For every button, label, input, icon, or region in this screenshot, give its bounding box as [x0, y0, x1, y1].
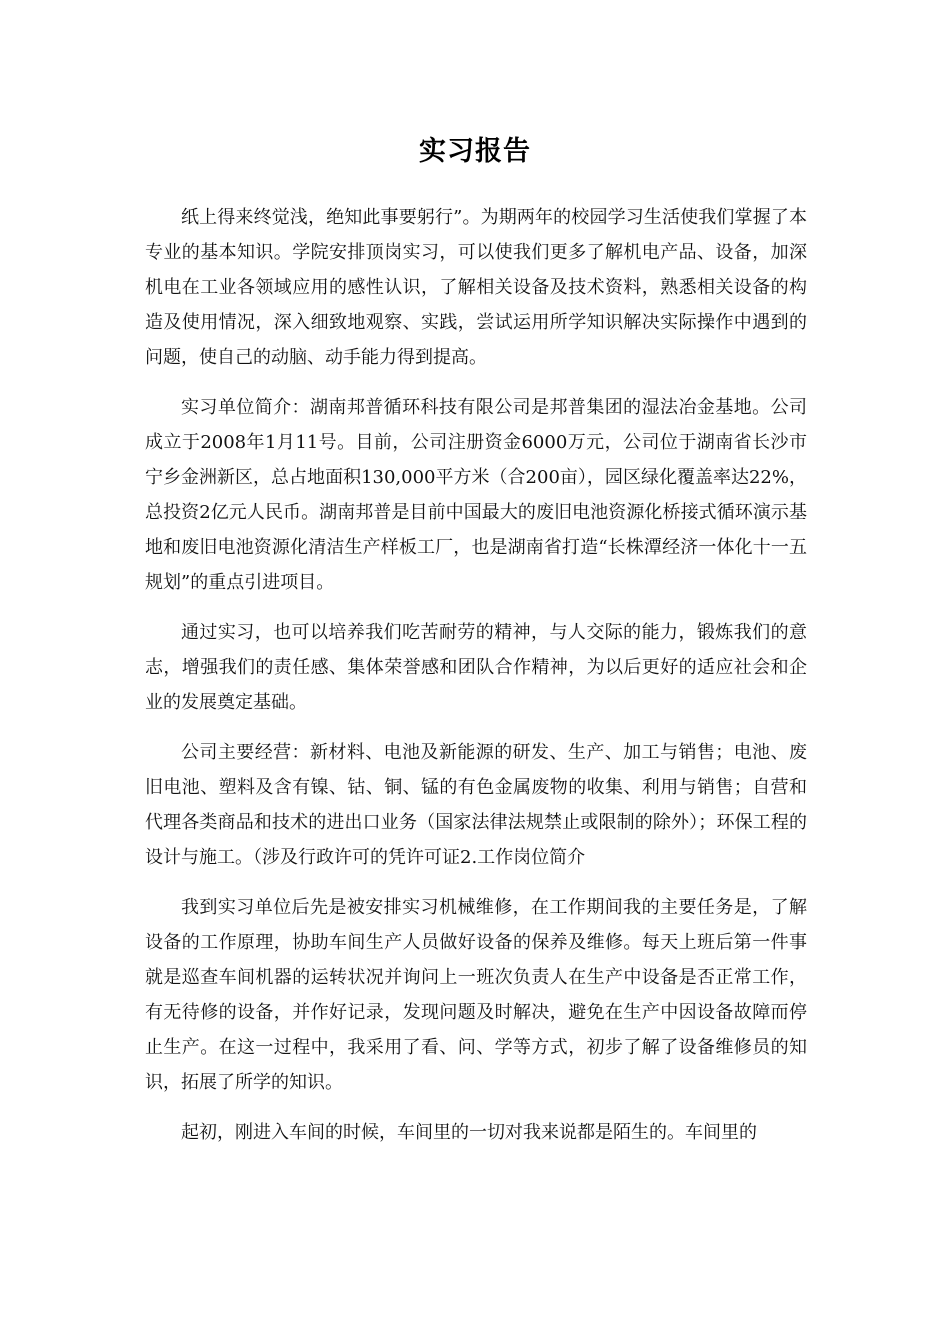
paragraph-intro: 纸上得来终觉浅，绝知此事要躬行”。为期两年的校园学习生活使我们掌握了本专业的基本知识。学院安排顶岗实习，可以使我们更多了解机电产品、设备，加深机电在工业各领域应用的感性认识，了解相关设备及技术资料，熟悉相关设备的构造及使用情况，深入细致地观察、实践，尝试运用所学知识解决实际操作中遇到的问题，使自己的动脑、动手能力得到提高。 [145, 207, 807, 368]
paragraph-internship-benefits: 通过实习，也可以培养我们吃苦耐劳的精神，与人交际的能力，锻炼我们的意志，增强我们的责任感、集体荣誉感和团队合作精神，为以后更好的适应社会和企业的发展奠定基础。 [145, 622, 807, 713]
page-title: 实习报告 [419, 136, 531, 167]
paragraph-business-scope: 公司主要经营：新材料、电池及新能源的研发、生产、加工与销售；电池、废旧电池、塑料及含有镍、钴、铜、锰的有色金属废物的收集、利用与销售；自营和代理各类商品和技术的进出口业务（国家法律法规禁止或限制的除外）；环保工程的设计与施工。（涉及行政许可的凭许可证2.工作岗位简介 [145, 742, 807, 868]
paragraph-job-duties: 我到实习单位后先是被安排实习机械维修，在工作期间我的主要任务是，了解设备的工作原理，协助车间生产人员做好设备的保养及维修。每天上班后第一件事就是巡查车间机器的运转状况并询问上一班次负责人在生产中设备是否正常工作，有无待修的设备，并作好记录，发现问题及时解决，避免在生产中因设备故障而停止生产。在这一过程中，我采用了看、问、学等方式，初步了解了设备维修员的知识，拓展了所学的知识。 [145, 897, 807, 1093]
paragraph-company-profile: 实习单位简介：湖南邦普循环科技有限公司是邦普集团的湿法冶金基地。公司成立于2008年1月11号。目前，公司注册资金6000万元，公司位于湖南省长沙市宁乡金洲新区，总占地面积130,000平方米（合200亩），园区绿化覆盖率达22%，总投资2亿元人民币。湖南邦普是目前中国最大的废旧电池资源化桥接式循环演示基地和废旧电池资源化清洁生产样板工厂，也是湖南省打造“长株潭经济一体化十一五规划”的重点引进项目。 [145, 397, 807, 593]
document-body [145, 200, 807, 1165]
paragraph-workshop-start: 起初，刚进入车间的时候，车间里的一切对我来说都是陌生的。车间里的 [181, 1122, 757, 1143]
